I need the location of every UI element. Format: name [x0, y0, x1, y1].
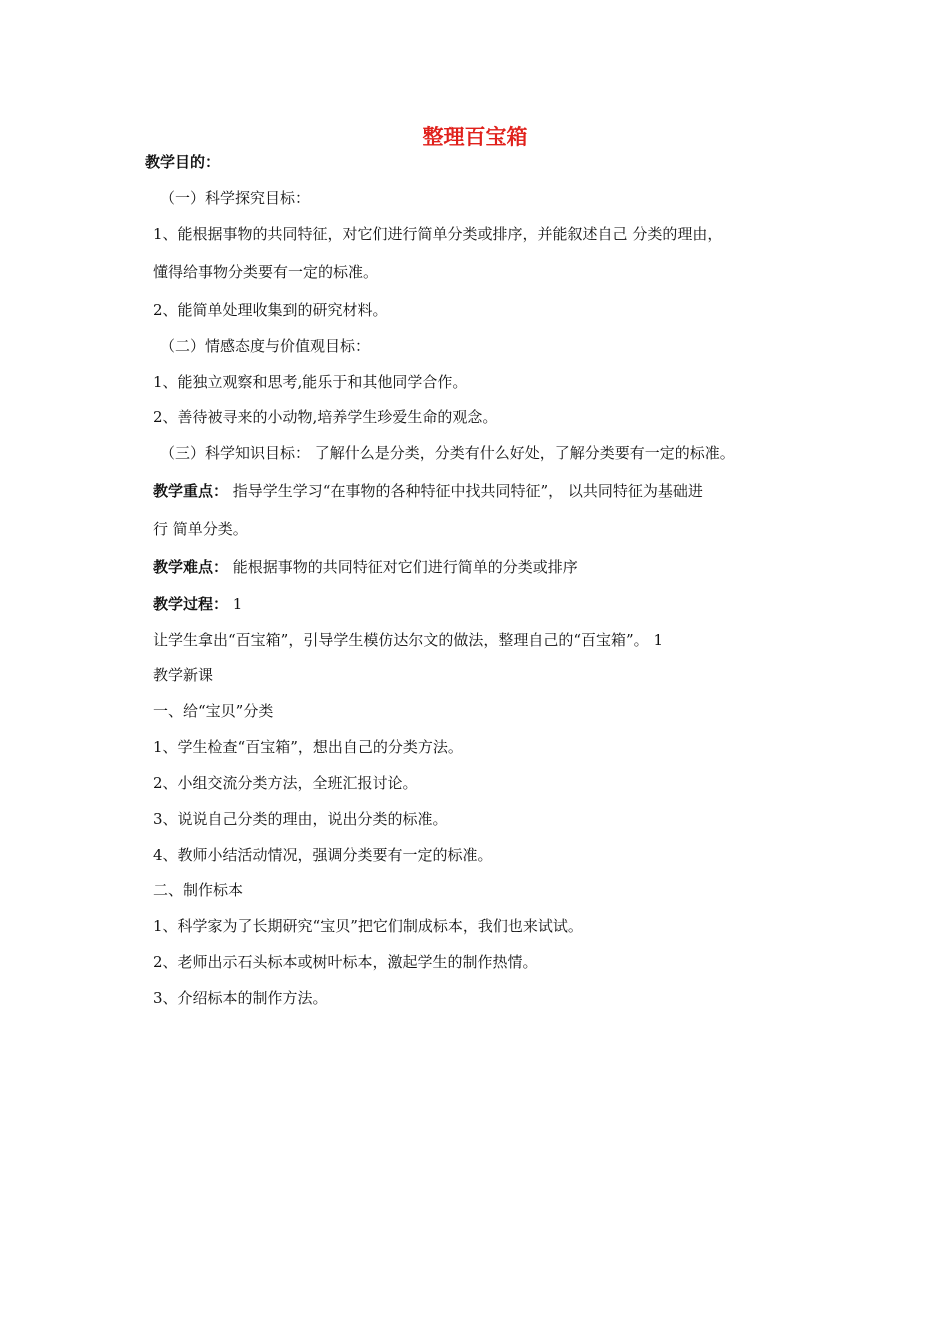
process-line	[153, 594, 242, 614]
list-item: 2、小组交流分类方法，全班汇报讨论。	[153, 774, 418, 792]
sec2-item1: 1、能独立观察和思考,能乐于和其他同学合作。	[153, 373, 468, 391]
process-text: 1	[228, 595, 243, 613]
sec3-line: （三）科学知识目标： 了解什么是分类，分类有什么好处，了解分类要有一定的标准。	[160, 444, 735, 462]
sec2-heading: （二）情感态度与价值观目标：	[160, 337, 371, 355]
document-title: 整理百宝箱	[422, 125, 528, 149]
focus-line1	[153, 481, 703, 501]
list-item: 1、学生检查“百宝箱”，想出自己的分类方法。	[153, 738, 463, 756]
list-item: 3、介绍标本的制作方法。	[153, 989, 328, 1007]
sec1-item2: 2、能简单处理收集到的研究材料。	[153, 301, 388, 319]
sec1-heading: （一）科学探究目标：	[160, 189, 311, 207]
list-item: 3、说说自己分类的理由，说出分类的标准。	[153, 810, 448, 828]
process-label: 教学过程：	[153, 595, 229, 613]
difficulty-text: 能根据事物的共同特征对它们进行简单的分类或排序	[228, 558, 578, 576]
sec2-item2: 2、善待被寻来的小动物,培养学生珍爱生命的观念。	[153, 408, 498, 426]
sec1-item1-line2: 懂得给事物分类要有一定的标准。	[153, 263, 379, 281]
focus-text: 指导学生学习“在事物的各种特征中找共同特征”， 以共同特征为基础进	[228, 482, 703, 500]
objectives-heading: 教学目的：	[145, 153, 221, 171]
focus-line2: 行 简单分类。	[153, 520, 248, 538]
part2-heading: 二、制作标本	[153, 881, 244, 899]
focus-label: 教学重点：	[153, 482, 229, 500]
difficulty-label: 教学难点：	[153, 558, 229, 576]
list-item: 2、老师出示石头标本或树叶标本，激起学生的制作热情。	[153, 953, 538, 971]
part1-heading: 一、给“宝贝”分类	[153, 702, 274, 720]
difficulty-line	[153, 557, 578, 577]
sec1-item1-line1: 1、能根据事物的共同特征，对它们进行简单分类或排序，并能叙述自己 分类的理由，	[153, 225, 723, 243]
list-item: 1、科学家为了长期研究“宝贝”把它们制成标本，我们也来试试。	[153, 917, 583, 935]
new-lesson-heading: 教学新课	[153, 666, 214, 684]
process-intro: 让学生拿出“百宝箱”，引导学生模仿达尔文的做法，整理自己的“百宝箱”。 1	[153, 631, 663, 649]
list-item: 4、教师小结活动情况，强调分类要有一定的标准。	[153, 846, 493, 864]
